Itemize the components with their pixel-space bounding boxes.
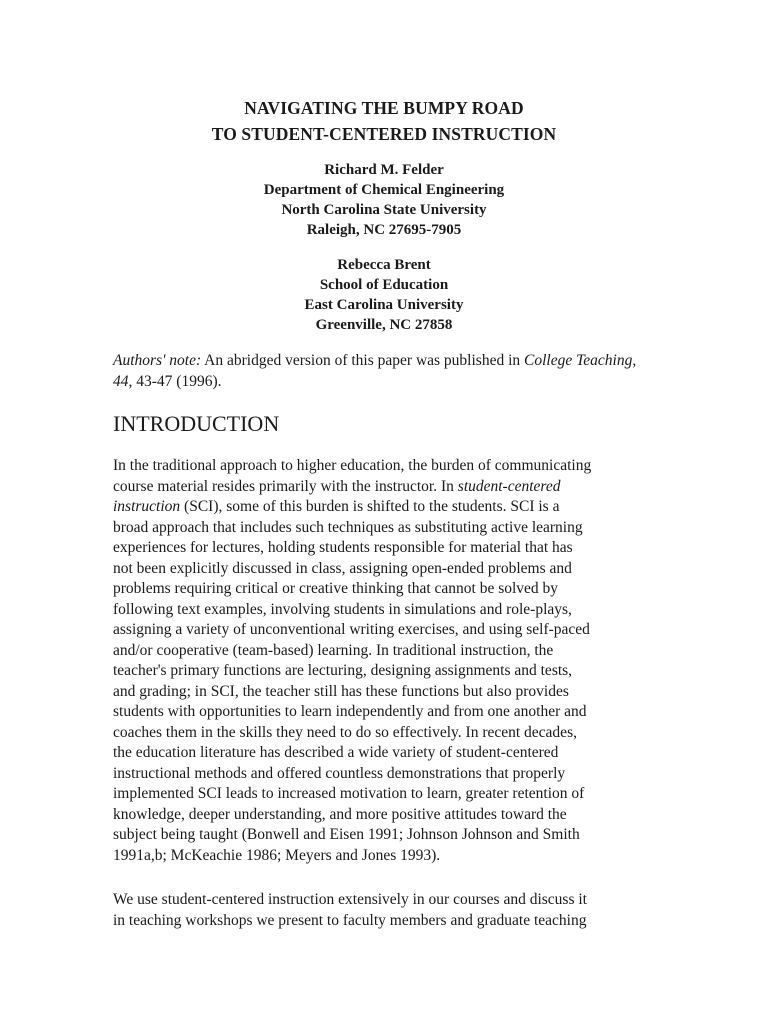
author-department: School of Education [319, 277, 449, 293]
paragraph-line: instructional methods and offered countless demonstrations that properly [113, 764, 566, 782]
paragraph-line: teacher's primary functions are lecturing, designing assignments and tests, [113, 662, 573, 679]
authors-note-label: Authors' note: [113, 352, 202, 369]
paragraph-line: problems requiring critical or creative thinking that cannot be solved by [113, 580, 559, 597]
authors-note-citation: , 43-47 (1996). [128, 372, 222, 390]
paragraph-line: We use student-centered instruction extensively in our courses and discuss it [113, 891, 587, 908]
author-block-2 [0, 255, 768, 335]
author-institution: East Carolina University [304, 297, 464, 313]
author-department: Department of Chemical Engineering [263, 182, 505, 198]
paragraph-line: implemented SCI leads to increased motivation to learn, greater retention of [113, 785, 585, 802]
paragraph-line: assigning a variety of unconventional writing exercises, and using self-paced [113, 621, 590, 638]
italic-term: student-centered [457, 477, 561, 495]
author-name: Richard M. Felder [324, 162, 444, 178]
italic-term: instruction [113, 498, 181, 515]
paragraph-line [113, 497, 661, 518]
paragraph-line: coaches them in the skills they need to do so effectively. In recent decades, [113, 723, 577, 741]
authors-note-text: An abridged version of this paper was published in [201, 352, 524, 369]
paper-title [0, 95, 768, 147]
paragraph-line [113, 477, 661, 498]
author-block-1 [0, 160, 768, 240]
author-location: Greenville, NC 27858 [315, 317, 453, 333]
title-line-2: TO STUDENT-CENTERED INSTRUCTION [211, 124, 557, 144]
title-line-1: NAVIGATING THE BUMPY ROAD [244, 98, 524, 118]
paragraph-line: 1991a,b; McKeachie 1986; Meyers and Jones 1993). [113, 846, 441, 864]
author-institution: North Carolina State University [281, 202, 487, 218]
paragraph-line: broad approach that includes such techniques as substituting active learning [113, 518, 583, 536]
journal-name: College Teaching, 44 [113, 352, 637, 390]
paragraph-line: in teaching workshops we present to faculty members and graduate teaching [113, 911, 587, 929]
paragraph-line: students with opportunities to learn independently and from one another and [113, 703, 587, 720]
paragraph-line: not been explicitly discussed in class, assigning open-ended problems and [113, 559, 572, 577]
paragraph-1 [113, 456, 661, 866]
paragraph-line: experiences for lectures, holding students responsible for material that has [113, 539, 573, 556]
paragraph-line: the education literature has described a wide variety of student-centered [113, 744, 559, 761]
author-location: Raleigh, NC 27695-7905 [306, 222, 462, 238]
paragraph-line: and/or cooperative (team-based) learning. In traditional instruction, the [113, 641, 554, 659]
paragraph-line: In the traditional approach to higher education, the burden of communicating [113, 457, 592, 474]
paragraph-line: following text examples, involving students in simulations and role-plays, [113, 600, 572, 618]
paragraph-2 [113, 890, 661, 931]
line-text: course material resides primarily with the instructor. In [113, 477, 458, 495]
paragraph-line: knowledge, deeper understanding, and more positive attitudes toward the [113, 805, 567, 823]
section-heading: INTRODUCTION [113, 411, 280, 436]
author-name: Rebecca Brent [337, 257, 431, 273]
line-text: (SCI), some of this burden is shifted to the students. SCI is a [180, 498, 560, 515]
paragraph-line: and grading; in SCI, the teacher still has these functions but also provides [113, 682, 569, 700]
paragraph-line: subject being taught (Bonwell and Eisen 1991; Johnson Johnson and Smith [113, 826, 580, 843]
authors-note [113, 351, 658, 392]
